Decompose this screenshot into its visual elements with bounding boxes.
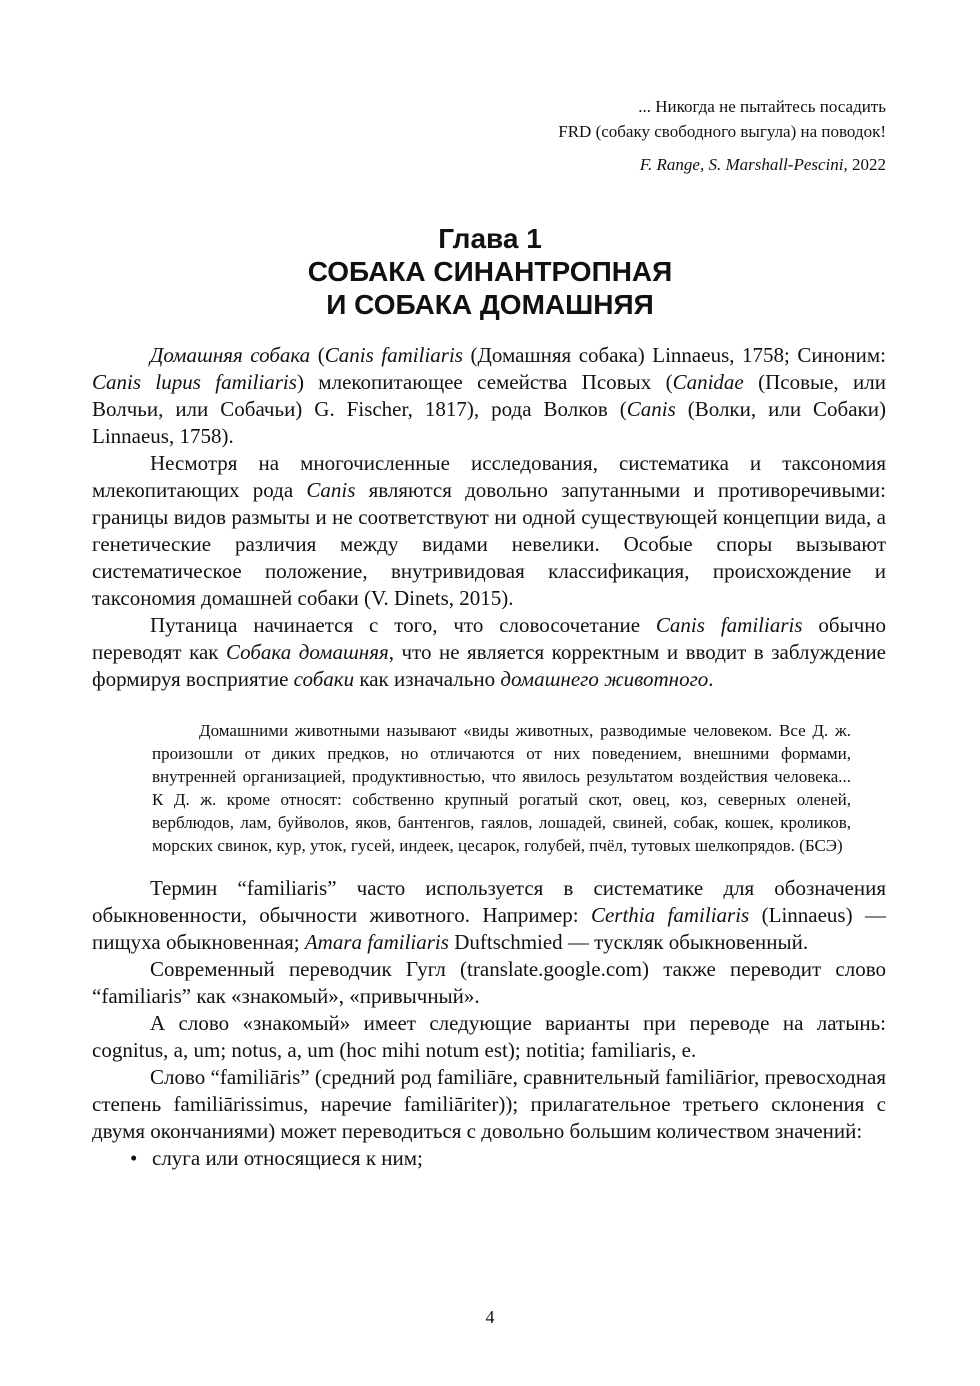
epigraph-author: F. Range, S. Marshall-Pescini, xyxy=(639,155,848,174)
latin-name: Canis familiaris xyxy=(324,343,463,367)
paragraph-1 xyxy=(92,342,886,450)
latin-name: Canis xyxy=(626,397,676,421)
bullet-list xyxy=(92,1145,886,1172)
text-run: , что не является корректным и вводит в заблуждение формируя восприятие xyxy=(92,640,886,691)
text-run: Duftschmied — тускляк обыкновенный. xyxy=(448,930,809,954)
body-text xyxy=(92,342,886,1172)
text-run: обычно переводят как xyxy=(92,613,886,664)
paragraph-2 xyxy=(92,450,886,612)
block-quote xyxy=(152,719,851,857)
quote-text: Домашними животными называют «виды животных, разводимые человеком. Все Д. ж. произошли от диких предков, но отличаются от них поведением, внешними формами, внутренней организацией, продуктивностью, что явилось результатом воздействия человека... К Д. ж. кроме относят: собственно крупный рогатый скот, овец, коз, северных оленей, верблюдов, лам, буйволов, яков, бантенгов, гаялов, лошадей, свиней, собак, кошек, кроликов, морских свинок, кур, уток, гусей, индеек, цесарок, голубей, пчёл, тутовых шелкопрядов. (БСЭ) xyxy=(152,721,851,855)
text-run: ( xyxy=(310,343,325,367)
chapter-title-line-2: И СОБАКА ДОМАШНЯЯ xyxy=(326,289,654,320)
latin-name: Certhia familiaris xyxy=(590,903,750,927)
latin-name: Canidae xyxy=(672,370,744,394)
latin-name: Amara familiaris xyxy=(304,930,449,954)
paragraph-7: Слово “familiāris” (средний род familiāre, сравнительный familiārior, превосходная степень familiārissimus, наречие familiāriter)); прилагательное третьего склонения с двумя окончаниями) может переводиться с довольно большим количеством значений: xyxy=(92,1065,886,1143)
latin-name: Canis familiaris xyxy=(655,613,803,637)
text-run: (Домашняя собака) Linnaeus, 1758; Синоним: xyxy=(462,343,886,367)
text-run: Несмотря на многочисленные исследования, систематика и таксономия млекопитающих рода xyxy=(92,451,886,502)
text-run: (Linnaeus) — пищуха обыкновенная; xyxy=(92,903,886,954)
term-italic: собаки xyxy=(293,667,355,691)
epigraph-year: 2022 xyxy=(847,155,886,174)
epigraph-line-2: FRD (собаку свободного выгула) на поводок! xyxy=(558,122,886,141)
text-run: . xyxy=(708,667,714,691)
bullet-icon: • xyxy=(130,1146,138,1170)
epigraph-line-1: ... Никогда не пытайтесь посадить xyxy=(638,97,886,116)
epigraph-attribution xyxy=(460,152,886,177)
text-run: (Волки, или Собаки) Linnaeus, 1758). xyxy=(92,397,886,448)
epigraph xyxy=(460,94,886,177)
text-run: как изначально xyxy=(354,667,501,691)
chapter-heading xyxy=(0,222,980,321)
text-run: Термин “familiaris” часто используется в систематике для обозначения обыкновенности, обычности животного. Например: xyxy=(92,876,886,927)
chapter-number: Глава 1 xyxy=(438,223,542,254)
term-italic: Собака домашняя xyxy=(225,640,389,664)
text-run: (Псовые, или Волчьи, или Собачьи) G. Fischer, 1817), рода Волков ( xyxy=(92,370,886,421)
text-run: ) млекопитающее семейства Псовых ( xyxy=(296,370,673,394)
latin-name: Canis xyxy=(306,478,356,502)
text-run: являются довольно запутанными и противоречивыми: границы видов размыты и не соответствуют ни одной существующей концепции вида, а генетические различия между видами невелики. Особые споры вызывают систематическое положение, внутривидовая классификация, происхождение и таксономия домашней собаки (V. Dinets, 2015). xyxy=(92,478,886,610)
paragraph-5: Современный переводчик Гугл (translate.google.com) также переводит слово “familiaris” как «знакомый», «привычный». xyxy=(92,957,886,1008)
list-item-text: слуга или относящиеся к ним; xyxy=(152,1146,423,1170)
text-run: Путаница начинается с того, что словосочетание xyxy=(150,613,656,637)
term-italic: домашнего животного xyxy=(500,667,709,691)
term-italic: Домашняя собака xyxy=(150,343,311,367)
latin-name: Canis lupus familiaris xyxy=(92,370,297,394)
paragraph-4 xyxy=(92,875,886,956)
page-number: 4 xyxy=(485,1307,495,1327)
paragraph-6: А слово «знакомый» имеет следующие варианты при переводе на латынь: cognitus, a, um; notus, a, um (hoc mihi notum est); notitia; familiaris, e. xyxy=(92,1011,886,1062)
list-item xyxy=(130,1145,886,1172)
chapter-title-line-1: СОБАКА СИНАНТРОПНАЯ xyxy=(307,256,673,287)
paragraph-3 xyxy=(92,612,886,693)
